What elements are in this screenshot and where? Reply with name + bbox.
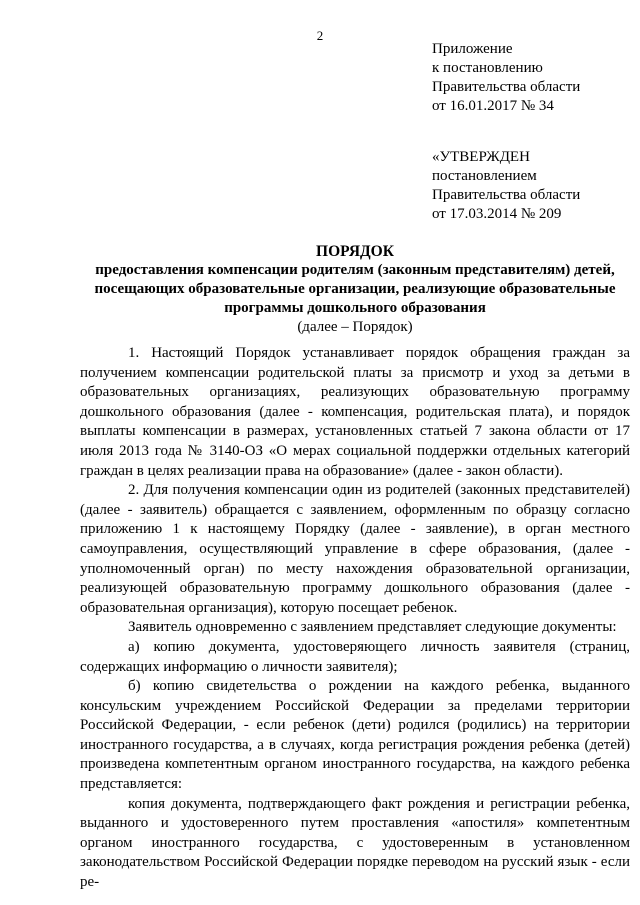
- appendix-header: [432, 40, 580, 116]
- appendix-line: Правительства области: [432, 79, 581, 95]
- approved-line: от 17.03.2014 № 209: [432, 206, 562, 222]
- paragraph: копия документа, подтверждающего факт рождения и регистрации ребенка, выданного и удостоверенного путем проставления «апостиля» компетентным органом иностранного государства, с удостоверенным в установленном законодательством Российской Федерации порядке переводом на русский язык - если ре-: [80, 795, 630, 891]
- title-main: ПОРЯДОК: [316, 243, 394, 260]
- appendix-line: от 16.01.2017 № 34: [432, 98, 554, 114]
- paragraph: б) копию свидетельства о рождении на каждого ребенка, выданного консульским учреждением Российской Федерации за пределами территории Российской Федерации, - если ребенок (дети) родился (родились) на территории иностранного государства, а в случаях, когда регистрация рождения ребенка (детей) произведена компетентным органом иностранного государства, на каждого ребенка представляется:: [80, 678, 630, 793]
- approval-stamp-text: [432, 148, 580, 224]
- title-note: (далее – Порядок): [297, 319, 413, 335]
- title-subtitle-line: посещающих образовательные организации, реализующие образовательные: [94, 281, 616, 297]
- approved-line: «УТВЕРЖДЕН: [432, 149, 530, 165]
- page-number: 2: [316, 28, 324, 43]
- title-subtitle-line: программы дошкольного образования: [224, 300, 486, 316]
- document-title: [80, 242, 630, 337]
- document-body: [80, 344, 630, 893]
- appendix-line: к постановлению: [432, 60, 543, 76]
- approved-line: Правительства области: [432, 187, 581, 203]
- appendix-line: Приложение: [432, 41, 513, 57]
- paragraph: Заявитель одновременно с заявлением представляет следующие документы:: [128, 619, 617, 636]
- title-subtitle-line: предоставления компенсации родителям (законным представителям) детей,: [95, 262, 615, 278]
- approved-line: постановлением: [432, 168, 537, 184]
- paragraph: 1. Настоящий Порядок устанавливает порядок обращения граждан за получением компенсации родительской платы за присмотр и уход за детьми в образовательных организациях, реализующих образовательную программу дошкольного образования (далее - компенсация, родительская плата), и порядок выплаты компенсации в размерах, установленных статьей 7 закона области от 17 июля 2013 года № 3140-ОЗ «О мерах социальной поддержки отдельных категорий граждан в целях реализации права на образование» (далее - закон области).: [80, 345, 630, 479]
- paragraph: а) копию документа, удостоверяющего личность заявителя (страниц, содержащих информацию о личности заявителя);: [80, 638, 630, 675]
- paragraph: 2. Для получения компенсации один из родителей (законных представителей) (далее - заявитель) обращается с заявлением, оформленным по образцу согласно приложению 1 к настоящему Порядку (далее - заявление), в орган местного самоуправления, осуществляющий управление в сфере образования, (далее - уполномоченный орган) по месту нахождения образовательной организации, реализующей образовательную программу дошкольного образования (далее - образовательная организация), которую посещает ребенок.: [80, 482, 630, 616]
